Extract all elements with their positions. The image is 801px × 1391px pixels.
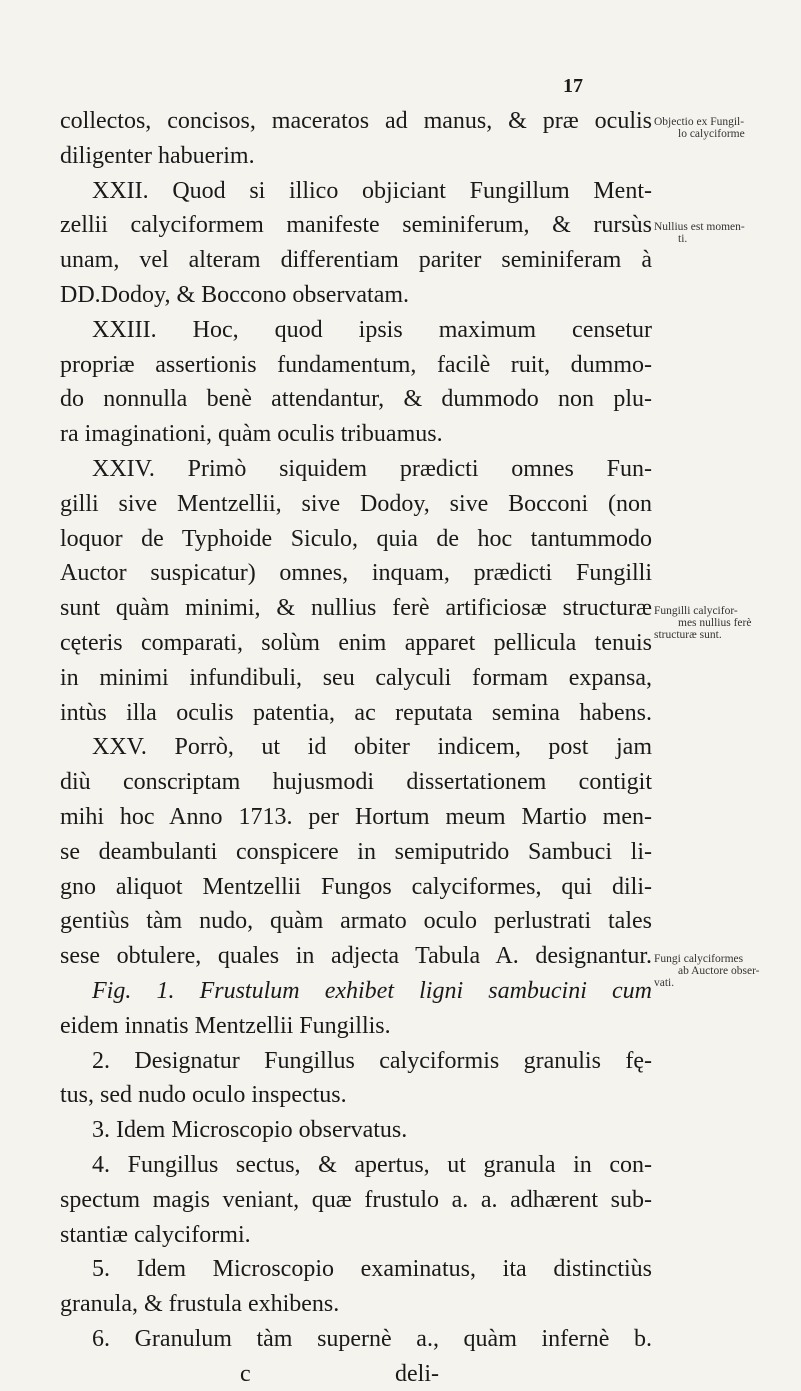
text-line: eidem innatis Mentzellii Fungillis. (60, 1012, 391, 1039)
text-line: granula, & frustula exhibens. (60, 1291, 340, 1318)
text-line: 2. Designatur Fungillus calyciformis granulis fę- (92, 1047, 652, 1074)
text-line: spectum magis veniant, quæ frustulo a. a. adhærent sub- (60, 1186, 652, 1213)
marginal-note-line: structuræ sunt. (654, 629, 722, 641)
text-line: zellii calyciformem manifeste seminiferum, & rursùs (60, 212, 652, 239)
text-line: XXIV. Primò siquidem prædicti omnes Fun- (92, 455, 652, 482)
text-line: do nonnulla benè attendantur, & dummodo non plu- (60, 386, 652, 413)
text-line: diligenter habuerim. (60, 142, 255, 169)
text-line: 3. Idem Microscopio observatus. (92, 1117, 408, 1144)
text-line: XXV. Porrò, ut id obiter indicem, post jam (92, 734, 652, 761)
marginal-note-line: ti. (678, 233, 688, 245)
marginal-note (654, 221, 800, 245)
catchword-signature: c (240, 1360, 251, 1387)
marginal-note-line: Nullius est momen- (654, 221, 745, 233)
text-line: collectos, concisos, maceratos ad manus, & præ oculis (60, 108, 652, 134)
text-line: intùs illa oculis patentia, ac reputata semina habens. (60, 699, 652, 726)
text-line: XXIII. Hoc, quod ipsis maximum censetur (92, 316, 652, 343)
text-line: stantiæ calyciformi. (60, 1221, 251, 1248)
marginal-note-line: Fungi calyciformes (654, 953, 744, 965)
text-line: gilli sive Mentzellii, sive Dodoy, sive Bocconi (non (60, 490, 652, 517)
marginal-note-line: vati. (654, 977, 675, 989)
marginal-note-line: mes nullius ferè (678, 617, 752, 629)
text-line: 6. Granulum tàm supernè a., quàm infernè b. (92, 1325, 652, 1352)
text-line: mihi hoc Anno 1713. per Hortum meum Martio men- (60, 803, 652, 830)
text-line: cęteris comparati, solùm enim apparet pellicula tenuis (60, 629, 652, 656)
marginal-note-line: Fungilli calycifor- (654, 605, 738, 617)
text-line: loquor de Typhoide Siculo, quia de hoc tantummodo (60, 525, 652, 552)
text-line: 5. Idem Microscopio examinatus, ita distinctiùs (92, 1256, 652, 1283)
text-line: se deambulanti conspicere in semiputrido Sambuci li- (60, 838, 652, 865)
text-line: 4. Fungillus sectus, & apertus, ut granula in con- (92, 1151, 652, 1178)
catchword-line (60, 1357, 652, 1391)
marginal-note (654, 605, 800, 641)
text-line: ra imaginationi, quàm oculis tribuamus. (60, 421, 443, 448)
text-line: DD.Dodoy, & Boccono observatam. (60, 281, 410, 308)
text-line: propriæ assertionis fundamentum, facilè ruit, dummo- (60, 351, 652, 378)
text-line: sunt quàm minimi, & nullius ferè artificiosæ structuræ (60, 595, 652, 622)
text-line: diù conscriptam hujusmodi dissertationem contigit (60, 769, 652, 796)
text-line: unam, vel alteram differentiam pariter seminiferam à (60, 247, 652, 274)
text-line: Fig. 1. Frustulum exhibet ligni sambucini cum (92, 977, 652, 1004)
main-text (60, 104, 652, 1391)
text-line: XXII. Quod si illico objiciant Fungillum Ment- (92, 177, 652, 204)
text-line: Auctor suspicatur) omnes, inquam, prædicti Fungilli (60, 560, 652, 587)
text-line: in minimi infundibuli, seu calyculi formam expansa, (60, 664, 652, 691)
text-line: sese obtulere, quales in adjecta Tabula A. designantur. (60, 943, 652, 970)
marginal-note (654, 116, 800, 140)
text-line: gentiùs tàm nudo, quàm armato oculo perlustrati tales (60, 908, 652, 935)
text-line: tus, sed nudo oculo inspectus. (60, 1082, 347, 1109)
catchword: deli- (395, 1360, 439, 1387)
marginal-note-line: Objectio ex Fungil- (654, 116, 745, 128)
marginal-note (654, 953, 800, 989)
marginal-note-line: ab Auctore obser- (678, 965, 760, 977)
marginal-note-line: lo calyciforme (678, 128, 745, 140)
page-number: 17 (563, 75, 583, 97)
text-line: gno aliquot Mentzellii Fungos calyciformes, qui dili- (60, 873, 652, 900)
